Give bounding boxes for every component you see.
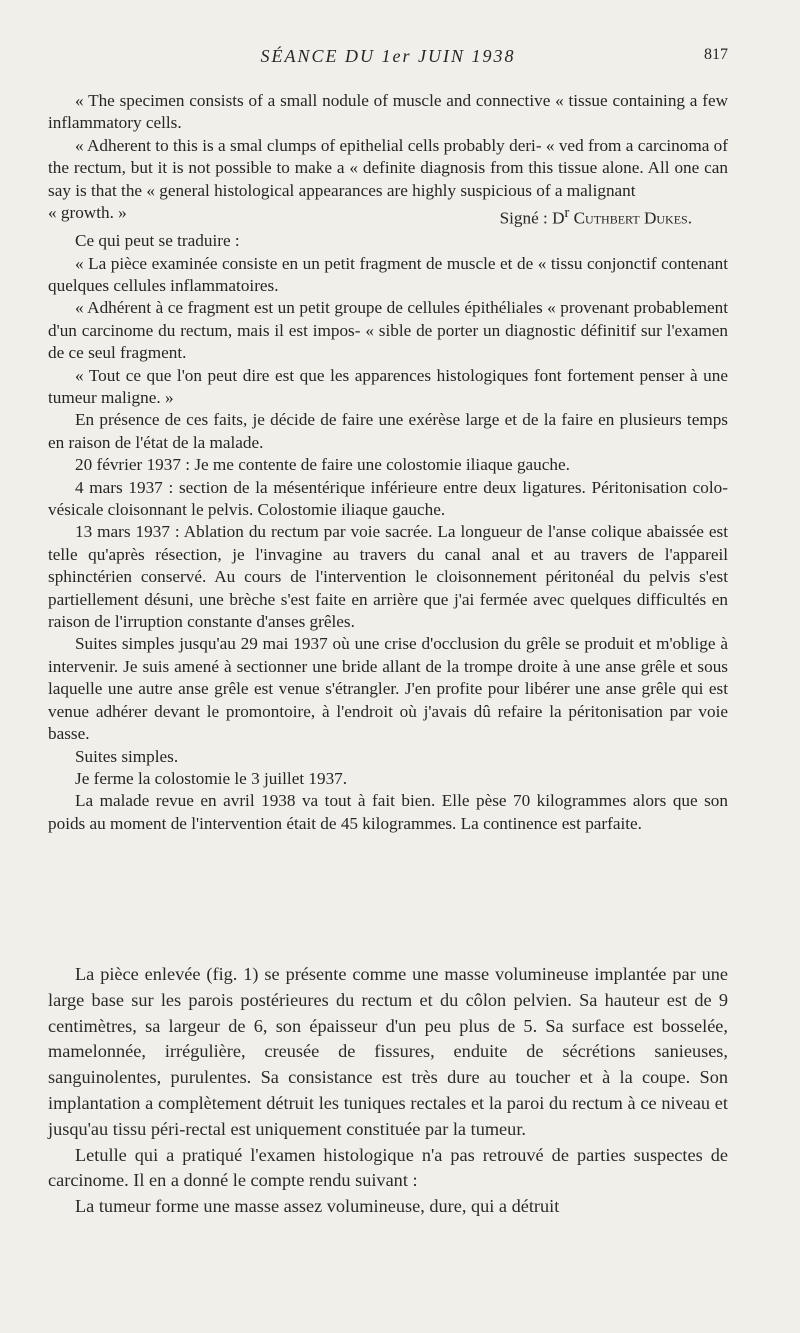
excerpt-end: « growth. » [48, 203, 127, 223]
report-excerpt-section [48, 90, 728, 835]
case-paragraph: 20 février 1937 : Je me contente de faire une colostomie iliaque gauche. [75, 455, 570, 475]
signature [500, 202, 728, 230]
case-paragraph: Je ferme la colostomie le 3 juillet 1937. [75, 768, 348, 788]
case-paragraph: La malade revue en avril 1938 va tout à fait bien. Elle pèse 70 kilogrammes alors que son poids au moment de l'intervention était de 45 kilogrammes. La continence est parfaite. [48, 791, 728, 833]
english-paragraph: « The specimen consists of a small nodule of muscle and connective « tissue containing a few inflammatory cells. [48, 91, 728, 133]
pathology-section [48, 962, 728, 1220]
page-header [48, 46, 728, 70]
signature-superscript: r [564, 205, 570, 222]
page-number: 817 [704, 46, 728, 63]
case-paragraph: En présence de ces faits, je décide de faire une exérèse large et de la faire en plusieurs temps en raison de l'état de la malade. [48, 410, 728, 452]
pathology-paragraph: La pièce enlevée (fig. 1) se présente comme une masse volumineuse implantée par une large base sur les parois postérieures du rectum et du côlon pelvien. Sa hauteur est de 9 centimètres, sa largeur de 6, son épaisseur d'un peu plus de 5. Sa surface est bosselée, mamelonnée, irrégulière, creusée de fissures, enduite de sécrétions sanieuses, sanguinolentes, purulentes. Sa consistance est très dure au toucher et à la coupe. Son implantation a complètement détruit les tuniques rectales et la paroi du rectum à ce niveau et jusqu'au tissu péri-rectal est uniquement constituée par la tumeur. [48, 964, 728, 1139]
case-paragraph: Suites simples jusqu'au 29 mai 1937 où une crise d'occlusion du grêle se produit et m'oblige à intervenir. Je suis amené à sectionner une bride allant de la trompe droite à une anse grêle et sous laquelle une autre anse grêle est venue s'étrangler. J'en profite pour libérer une anse grêle qui est venue adhérer devant le promontoire, à l'endroit où j'avais dû refaire la péritonisation par voie basse. [48, 634, 728, 744]
french-paragraph: « La pièce examinée consiste en un petit fragment de muscle et de « tissu conjonctif contenant quelques cellules inflammatoires. [48, 253, 728, 295]
signature-line [48, 202, 728, 230]
case-paragraph: 13 mars 1937 : Ablation du rectum par voie sacrée. La longueur de l'anse colique abaissée est telle qu'après résection, je l'invagine au travers du canal anal et au travers de l'appareil sphinctérien conservé. Au cours de l'intervention le cloisonnement péritonéal du pelvis s'est partiellement désuni, une brèche s'est faite en arrière que j'ai fermée avec quelques difficultés en raison de l'irruption constante d'anses grêles. [48, 522, 728, 632]
pathology-paragraph: La tumeur forme une masse assez volumineuse, dure, qui a détruit [75, 1196, 560, 1217]
case-paragraph: Suites simples. [75, 746, 179, 766]
signature-prefix: Signé : D [499, 208, 565, 228]
running-title: SÉANCE DU 1er JUIN 1938 [260, 46, 516, 66]
pathology-paragraph: Letulle qui a pratiqué l'examen histologique n'a pas retrouvé de parties suspectes de carcinome. Il en a donné le compte rendu suivant : [48, 1144, 728, 1191]
signature-name: Cuthbert Dukes. [573, 208, 692, 228]
translation-intro: Ce qui peut se traduire : [75, 231, 240, 251]
english-paragraph: « Adherent to this is a smal clumps of epithelial cells probably deri- « ved from a carcinoma of the rectum, but it is not possible to make a « definite diagnosis from this tissue alone. All one can say is that the « general histological appearances are highly suspicious of a malignant [48, 135, 728, 200]
french-paragraph: « Adhérent à ce fragment est un petit groupe de cellules épithéliales « provenant probablement d'un carcinome du rectum, mais il est impos- « sible de porter un diagnostic définitif sur l'examen de ce seul fragment. [48, 298, 728, 363]
case-paragraph: 4 mars 1937 : section de la mésentérique inférieure entre deux ligatures. Péritonisation colo-vésicale cloisonnant le pelvis. Colostomie iliaque gauche. [48, 477, 728, 520]
french-paragraph: « Tout ce que l'on peut dire est que les apparences histologiques font fortement penser à une tumeur maligne. » [48, 365, 728, 408]
